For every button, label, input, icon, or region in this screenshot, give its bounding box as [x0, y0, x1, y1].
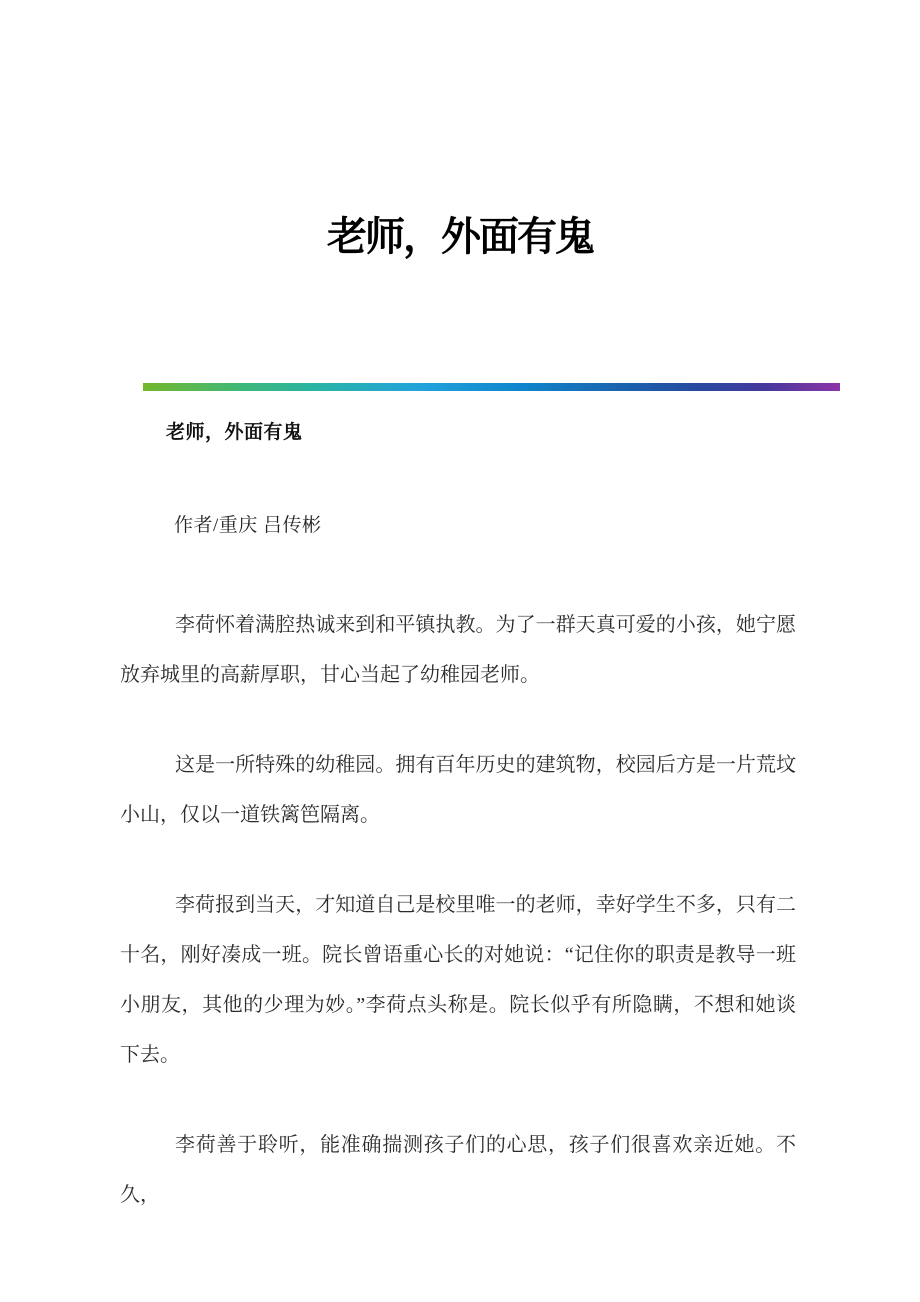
paragraph: 李荷报到当天，才知道自己是校里唯一的老师，幸好学生不多，只有二十名，刚好凑成一班。院长曾语重心长的对她说：“记住你的职责是教导一班小朋友，其他的少理为妙。”李荷点头称是。院长似乎有所隐瞒，不想和她谈下去。: [120, 894, 796, 1066]
article-subtitle: 老师，外面有鬼: [166, 422, 303, 443]
article-byline: 作者/重庆 吕传彬: [174, 515, 322, 536]
paragraph: 这是一所特殊的幼稚园。拥有百年历史的建筑物，校园后方是一片荒坟小山，仅以一道铁篱笆隔离。: [120, 754, 796, 826]
paragraph: 李荷怀着满腔热诚来到和平镇执教。为了一群天真可爱的小孩，她宁愿放弃城里的高薪厚职，甘心当起了幼稚园老师。: [120, 614, 796, 686]
gradient-divider: [143, 383, 840, 391]
document-title: 老师，外面有鬼: [327, 214, 593, 259]
article-body: [120, 600, 796, 1260]
paragraph: 李荷善于聆听，能准确揣测孩子们的心思，孩子们很喜欢亲近她。不久，: [120, 1134, 796, 1206]
